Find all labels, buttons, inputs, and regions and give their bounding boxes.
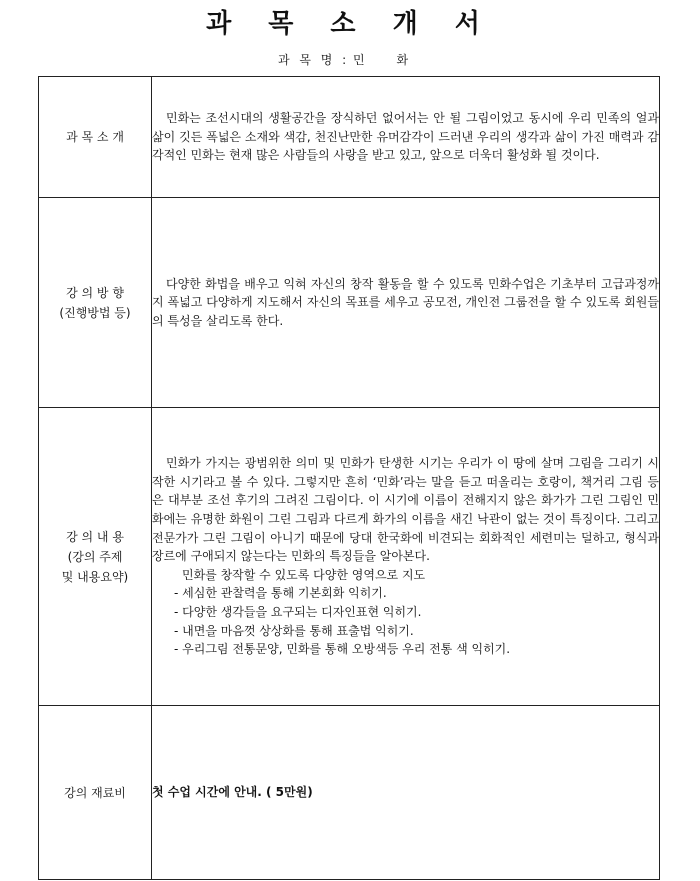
- document-title: 과 목 소 개 서: [206, 9, 494, 39]
- content-course-intro: [152, 77, 660, 198]
- subject-label: 과 목 명 :: [277, 53, 350, 67]
- label-content-line2: (강의 주제: [67, 549, 123, 564]
- content-course-content: [152, 408, 660, 706]
- list-item: - 다양한 생각들을 요구되는 디자인표현 익히기.: [174, 604, 422, 619]
- row-material-fee: [39, 706, 660, 880]
- subject-line: [0, 52, 700, 68]
- material-fee-text: 첫 수업 시간에 안내. ( 5만원): [152, 785, 313, 800]
- label-course-intro-text: 과 목 소 개: [66, 130, 124, 144]
- row-course-direction: [39, 198, 660, 408]
- content-paragraph: 민화가 가지는 광범위한 의미 및 민화가 탄생한 시기는 우리가 이 땅에 살며 그림을 그리기 시작한 시기라고 볼 수 있다. 그렇지만 흔히 ‘민화’라는 말을 듣고 떠올리는 호랑이, 책거리 그림 등은 대부분 조선 후기의 그려진 그림이다. 이 시기에 이름이 전해지지 않은 화가가 그린 그림인 민화에는 유명한 화원이 그린 그림과 다르게 화가의 이름을 새긴 낙관이 없는 것이 특징이다. 그리고 전문가가 그린 그림이 아니기 때문에 당대 한국화에 비견되는 회화적인 세련미는 덜하고, 형식과 장르에 구애되지 않는다는 민화의 특징들을 알아본다.: [152, 456, 659, 564]
- label-content-line3: 및 내용요약): [61, 569, 129, 584]
- list-item: - 우리그림 전통문양, 민화를 통해 오방색등 우리 전통 색 익히기.: [174, 642, 511, 657]
- row-course-content: [39, 408, 660, 706]
- label-course-intro: [39, 77, 152, 198]
- intro-paragraph: 민화는 조선시대의 생활공간을 장식하던 없어서는 안 될 그림이었고 동시에 우리 민족의 얼과 삶이 깃든 폭넓은 소재와 색감, 천진난만한 유머감각이 드러낸 우리의 생각과 삶이 가진 매력과 감각적인 민화는 현재 많은 사람들의 사랑을 받고 있고, 앞으로 더욱더 활성화 될 것이다.: [152, 111, 659, 163]
- direction-paragraph: 다양한 화법을 배우고 익혀 자신의 창작 활동을 할 수 있도록 민화수업은 기초부터 고급과정까지 폭넓고 다양하게 지도해서 자신의 목표를 세우고 공모전, 개인전 그룹전을 할 수 있도록 회원들의 특성을 살리도록 한다.: [152, 276, 659, 328]
- row-course-intro: [39, 77, 660, 198]
- subject-value: 민 화: [353, 53, 423, 67]
- label-material-fee: [39, 706, 152, 880]
- content-sub-heading: 민화를 창작할 수 있도록 다양한 영역으로 지도: [182, 567, 426, 582]
- content-bullet-list: [152, 584, 659, 658]
- label-course-content: [39, 408, 152, 706]
- content-material-fee: [152, 706, 660, 880]
- label-direction-line2: (진행방법 등): [59, 305, 131, 320]
- label-content-line1: 강 의 내 용: [66, 529, 124, 544]
- list-item: - 세심한 관찰력을 통해 기본회화 익히기.: [174, 586, 387, 601]
- label-direction-line1: 강 의 방 향: [66, 285, 124, 300]
- label-course-direction: [39, 198, 152, 408]
- list-item: - 내면을 마음껏 상상화를 통해 표출법 익히기.: [174, 623, 414, 638]
- content-course-direction: [152, 198, 660, 408]
- course-intro-table: [38, 76, 660, 880]
- label-material-fee-text: 강의 재료비: [64, 785, 126, 800]
